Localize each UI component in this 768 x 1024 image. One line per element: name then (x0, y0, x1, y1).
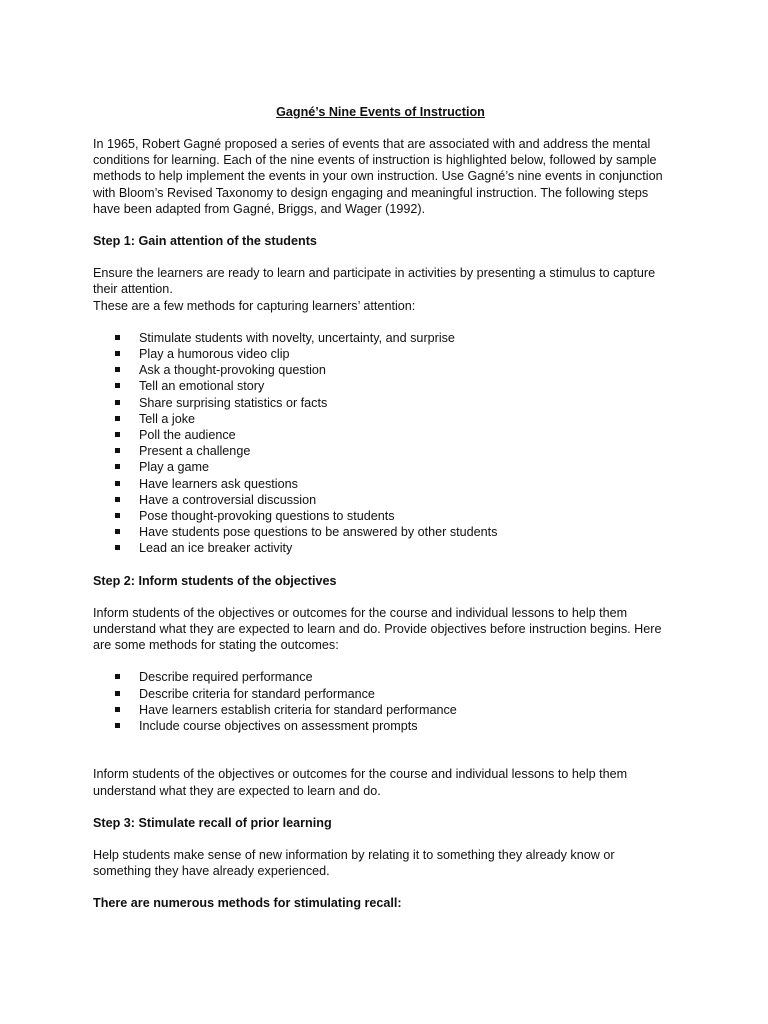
list-item-text: Present a challenge (139, 444, 251, 459)
list-item-text: Have a controversial discussion (139, 492, 317, 507)
list-item (93, 702, 668, 718)
list-item-text: Have learners ask questions (139, 476, 298, 491)
list-item-text: Include course objectives on assessment prompts (139, 719, 418, 734)
intro-paragraph: In 1965, Robert Gagné proposed a series of events that are associated with and address the mental conditions for learning. Each of the nine events of instruction is highlighted below, followed by sample methods to help implement the events in your own instruction. Use Gagné’s nine events in conjunction with Bloom’s Revised Taxonomy to design engaging and meaningful instruction. The following steps have been adapted from Gagné, Briggs, and Wager (1992). (93, 137, 663, 216)
list-item (93, 718, 668, 734)
list-item-text: Ask a thought-provoking question (139, 363, 326, 378)
list-item-text: Have students pose questions to be answered by other students (139, 525, 498, 540)
step1-paragraph-1: Ensure the learners are ready to learn and participate in activities by presenting a stimulus to capture their attention. (93, 266, 656, 297)
list-item-text: Share surprising statistics or facts (139, 395, 328, 410)
list-item-text: Poll the audience (139, 428, 236, 443)
bullet-icon (115, 545, 120, 550)
bullet-icon (115, 351, 120, 356)
bullet-icon (115, 497, 120, 502)
list-item (93, 459, 668, 475)
bullet-icon (115, 691, 120, 696)
bullet-icon (115, 432, 120, 437)
list-item (93, 540, 668, 556)
bullet-icon (115, 529, 120, 534)
bullet-icon (115, 400, 120, 405)
bullet-icon (115, 513, 120, 518)
list-item (93, 362, 668, 378)
list-item-text: Tell an emotional story (139, 379, 265, 394)
list-item-text: Describe criteria for standard performance (139, 686, 375, 701)
step1-bullet-list (93, 330, 668, 557)
list-item (93, 427, 668, 443)
step2-heading: Step 2: Inform students of the objectives (93, 573, 337, 588)
step2-paragraph-1: Inform students of the objectives or outcomes for the course and individual lessons to help them understand what they are expected to learn and do. Provide objectives before instruction begins. Here are some methods for stating the outcomes: (93, 605, 662, 653)
list-item (93, 330, 668, 346)
list-item (93, 395, 668, 411)
list-item (93, 686, 668, 702)
list-item-text: Have learners establish criteria for standard performance (139, 702, 457, 717)
bullet-icon (115, 707, 120, 712)
list-item (93, 346, 668, 362)
bullet-icon (115, 383, 120, 388)
step3-paragraph-2: There are numerous methods for stimulating recall: (93, 896, 402, 911)
list-item (93, 508, 668, 524)
list-item (93, 443, 668, 459)
bullet-icon (115, 674, 120, 679)
list-item-text: Pose thought-provoking questions to students (139, 509, 395, 524)
list-item-text: Tell a joke (139, 411, 196, 426)
list-item-text: Describe required performance (139, 670, 313, 685)
list-item (93, 411, 668, 427)
list-item-text: Play a humorous video clip (139, 347, 290, 362)
step1-paragraph-2: These are a few methods for capturing learners’ attention: (93, 298, 416, 313)
list-item (93, 492, 668, 508)
bullet-icon (115, 416, 120, 421)
step1-heading: Step 1: Gain attention of the students (93, 234, 317, 249)
list-item (93, 669, 668, 685)
list-item (93, 476, 668, 492)
list-item-text: Stimulate students with novelty, uncertainty, and surprise (139, 330, 455, 345)
list-item-text: Play a game (139, 460, 210, 475)
bullet-icon (115, 335, 120, 340)
bullet-icon (115, 723, 120, 728)
list-item-text: Lead an ice breaker activity (139, 541, 293, 556)
step2-paragraph-2: Inform students of the objectives or outcomes for the course and individual lessons to help them understand what they are expected to learn and do. (93, 767, 628, 798)
step3-heading: Step 3: Stimulate recall of prior learning (93, 815, 332, 830)
list-item (93, 524, 668, 540)
step2-bullet-list (93, 669, 668, 734)
list-item (93, 378, 668, 394)
bullet-icon (115, 464, 120, 469)
step3-paragraph-1: Help students make sense of new information by relating it to something they already know or something they have already experienced. (93, 847, 615, 879)
bullet-icon (115, 367, 120, 372)
document-title: Gagné’s Nine Events of Instruction (276, 105, 485, 119)
bullet-icon (115, 448, 120, 453)
bullet-icon (115, 481, 120, 486)
